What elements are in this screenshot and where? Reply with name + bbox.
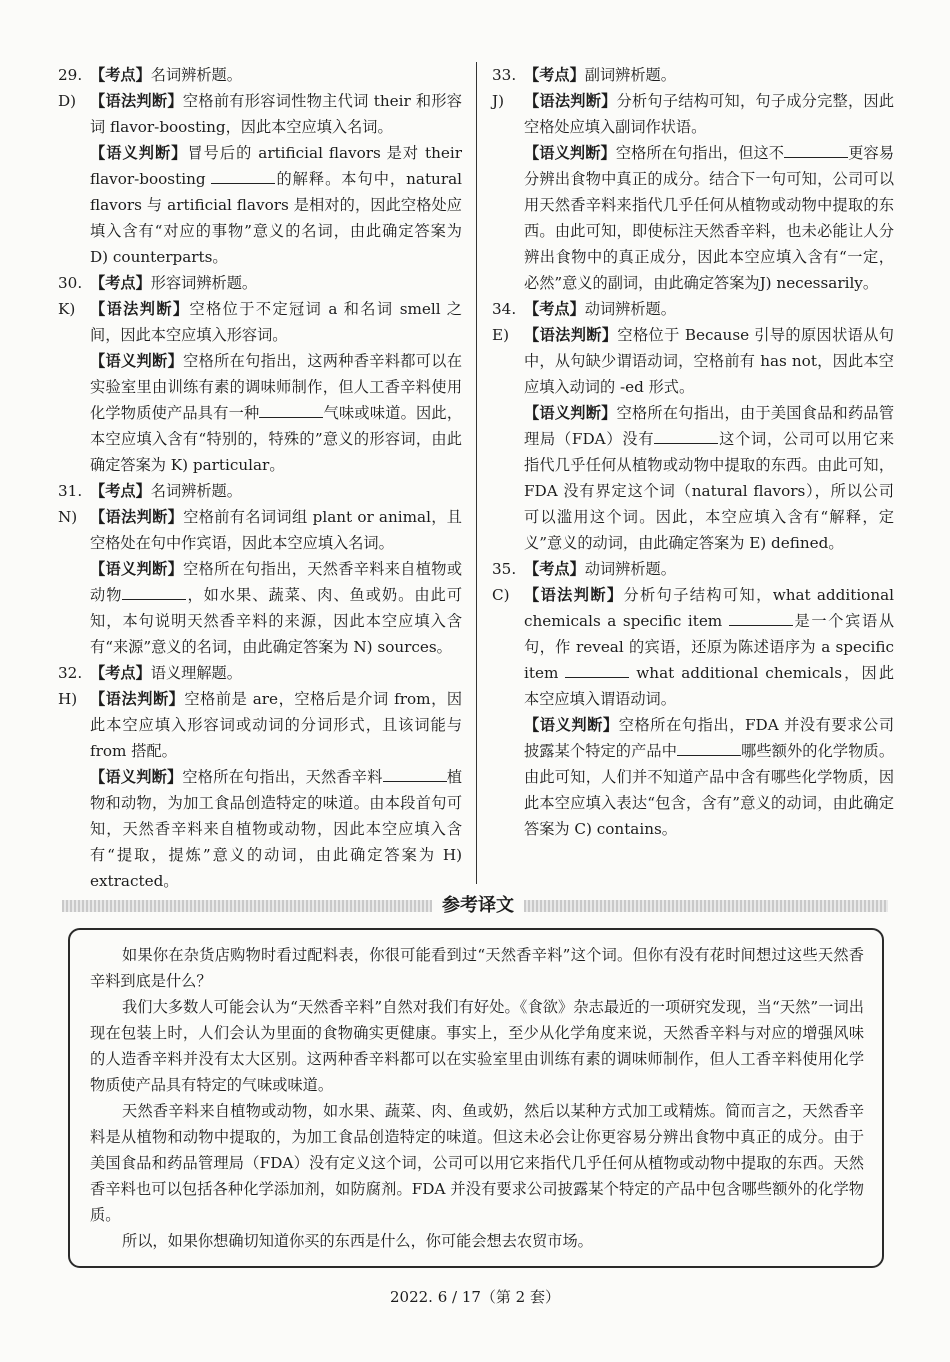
q35-blank-2	[565, 663, 629, 678]
q31-semantic-tag: 【语义判断】	[90, 560, 184, 578]
q34-topic	[492, 296, 894, 322]
q31-answer-letter: N)	[58, 508, 78, 526]
q35-topic	[492, 556, 894, 582]
q30-grammar-text: 空格位于不定冠词 a 和名词 smell 之间，因此本空应填入形容词。	[90, 300, 462, 344]
q33-number: 33.	[492, 66, 517, 84]
q35-answer-letter: C)	[492, 586, 510, 604]
q32-semantic-tag: 【语义判断】	[90, 768, 183, 786]
q31-topic	[58, 478, 462, 504]
q35-semantic	[492, 712, 894, 842]
q32-grammar-text: 空格前是 are，空格后是介词 from，因此本空应填入形容词或动词的分词形式，且该词能与 from 搭配。	[90, 690, 463, 760]
q33-answer-letter: J)	[492, 92, 505, 110]
q30-blank	[259, 403, 323, 418]
q35-blank-3	[677, 741, 741, 756]
q34-kp-text: 动词辨析题。	[584, 300, 676, 318]
q35-semantic-tag: 【语义判断】	[524, 716, 619, 734]
q29-grammar-tag: 【语法判断】	[90, 92, 183, 110]
q34-answer-letter: E)	[492, 326, 510, 344]
q34-semantic-pre: 空格所在句指出，由于美国食品和药品管理局（FDA）没有	[524, 404, 895, 448]
q35-grammar-tag: 【语法判断】	[524, 586, 624, 604]
q30-semantic-pre: 空格所在句指出，这两种香辛料都可以在实验室里由训练有素的调味师制作，但人工香辛料使用化学物质使产品具有一种	[90, 352, 463, 422]
q31-number: 31.	[58, 482, 83, 500]
header-bar-left	[62, 900, 432, 912]
q32-topic	[58, 660, 462, 686]
q34-grammar	[492, 322, 894, 400]
q32-semantic-post: 植物和动物，为加工食品创造特定的味道。由本段首句可知，天然香辛料来自植物或动物，因此本空应填入含有“提取，提炼”意义的动词，由此确定答案为 H) extracted。	[90, 768, 463, 890]
q29-number: 29.	[58, 66, 83, 84]
q29-kp-text: 名词辨析题。	[150, 66, 242, 84]
q30-kp-text: 形容词辨析题。	[150, 274, 258, 292]
q33-semantic-pre: 空格所在句指出，但这不	[615, 144, 785, 162]
q35-blank-1	[729, 611, 793, 626]
q31-grammar	[58, 504, 462, 556]
q34-grammar-text: 空格位于 Because 引导的原因状语从句中，从句缺少谓语动词，空格前有 has not，因此本空应填入动词的 -ed 形式。	[524, 326, 894, 396]
q32-grammar	[58, 686, 462, 764]
q33-grammar-text: 分析句子结构可知，句子成分完整，因此空格处应填入副词作状语。	[524, 92, 895, 136]
q31-kp-text: 名词辨析题。	[150, 482, 242, 500]
q32-kp-tag: 【考点】	[90, 664, 151, 682]
translation-box	[68, 928, 884, 1268]
column-divider	[476, 62, 477, 884]
q35-semantic-post: 哪些额外的化学物质。由此可知，人们并不知道产品中含有哪些化学物质，因此本空应填入表达“包含，含有”意义的动词，由此确定答案为 C) contains。	[524, 742, 895, 838]
q31-grammar-text: 空格前有名词词组 plant or animal，且空格处在句中作宾语，因此本空应填入名词。	[90, 508, 462, 552]
q35-kp-text: 动词辨析题。	[584, 560, 676, 578]
q30-answer-letter: K)	[58, 300, 76, 318]
translation-header	[62, 893, 888, 919]
translation-paragraph-2: 我们大多数人可能会认为“天然香辛料”自然对我们有好处。《食欲》杂志最近的一项研究发现，当“天然”一词出现在包装上时，人们会认为里面的食物确实更健康。事实上，至少从化学角度来说，天然香辛料与对应的增强风味的人造香辛料并没有太大区别。这两种香辛料都可以在实验室里由训练有素的调味师制作，但人工香辛料使用化学物质使产品具有特定的气味或味道。	[90, 998, 864, 1094]
q32-answer-letter: H)	[58, 690, 78, 708]
translation-paragraph-3: 天然香辛料来自植物或动物，如水果、蔬菜、肉、鱼或奶，然后以某种方式加工或精炼。简而言之，天然香辛料是从植物和动物中提取的，为加工食品创造特定的味道。但这未必会让你更容易分辨出食物中真正的成分。由于美国食品和药品管理局（FDA）没有定义这个词，公司可以用它来指代几乎任何从植物或动物中提取的东西。天然香辛料也可以包括各种化学添加剂，如防腐剂。FDA 并没有要求公司披露某个特定的产品中包含哪些额外的化学物质。	[90, 1102, 864, 1224]
q30-semantic	[58, 348, 462, 478]
q31-semantic-pre: 空格所在句指出，天然香辛料来自植物或动物	[90, 560, 463, 604]
q29-semantic-post: 的解释。本句中，natural flavors 与 artificial flavors 是相对的，因此空格处应填入含有“对应的事物”意义的名词，由此确定答案为 D) counterparts。	[90, 170, 462, 266]
q35-grammar-post: what additional chemicals，因此本空应填入谓语动词。	[524, 664, 895, 708]
q32-number: 32.	[58, 664, 83, 682]
header-bar-right	[524, 900, 888, 912]
q29-kp-tag: 【考点】	[90, 66, 151, 84]
q34-number: 34.	[492, 300, 517, 318]
q29-grammar-text: 空格前有形容词性物主代词 their 和形容词 flavor-boosting，因此本空应填入名词。	[90, 92, 462, 136]
q30-grammar-tag: 【语法判断】	[90, 300, 190, 318]
q32-semantic-pre: 空格所在句指出，天然香辛料	[182, 768, 383, 786]
left-column	[58, 62, 462, 894]
q31-semantic-post: ，如水果、蔬菜、肉、鱼或奶。由此可知，本句说明天然香辛料的来源，因此本空应填入含有“来源”意义的名词，由此确定答案为 N) sources。	[90, 586, 463, 656]
q31-blank	[122, 585, 186, 600]
q29-grammar	[58, 88, 462, 140]
q29-blank	[211, 169, 275, 184]
q29-semantic-pre: 冒号后的 artificial flavors 是对 their flavor-boosting	[90, 144, 463, 188]
q32-kp-text: 语义理解题。	[150, 664, 242, 682]
translation-paragraph-1: 如果你在杂货店购物时看过配料表，你很可能看到过“天然香辛料”这个词。但你有没有花时间想过这些天然香辛料到底是什么？	[90, 946, 864, 990]
q30-topic	[58, 270, 462, 296]
q30-number: 30.	[58, 274, 83, 292]
q33-semantic-post: 更容易分辨出食物中真正的成分。结合下一句可知，公司可以用天然香辛料来指代几乎任何从植物或动物中提取的东西。由此可知，即使标注天然香辛料，也未必能让人分辨出食物中的真正成分，因此本空应填入含有“一定，必然”意义的副词，由此确定答案为J) necessarily。	[524, 144, 895, 292]
q30-semantic-post: 气味或味道。因此，本空应填入含有“特别的，特殊的”意义的形容词，由此确定答案为 K) particular。	[90, 404, 463, 474]
q34-semantic	[492, 400, 894, 556]
right-column	[492, 62, 894, 842]
q33-semantic	[492, 140, 894, 296]
q35-number: 35.	[492, 560, 517, 578]
q34-semantic-tag: 【语义判断】	[524, 404, 617, 422]
translation-title: 参考译文	[442, 895, 514, 916]
q35-grammar-pre: 分析句子结构可知，what additional chemicals a specific item	[524, 586, 895, 630]
q34-grammar-tag: 【语法判断】	[524, 326, 618, 344]
q29-topic	[58, 62, 462, 88]
q33-topic	[492, 62, 894, 88]
q33-kp-text: 副词辨析题。	[584, 66, 676, 84]
q30-kp-tag: 【考点】	[90, 274, 151, 292]
translation-paragraph-4: 所以，如果你想确切知道你买的东西是什么，你可能会想去农贸市场。	[122, 1232, 593, 1250]
q30-semantic-tag: 【语义判断】	[90, 352, 184, 370]
q33-grammar	[492, 88, 894, 140]
page-footer: 2022. 6 / 17（第 2 套）	[389, 1288, 560, 1306]
q33-semantic-tag: 【语义判断】	[524, 144, 616, 162]
q33-blank	[784, 143, 848, 158]
q35-kp-tag: 【考点】	[524, 560, 585, 578]
q35-grammar-mid: 是一个宾语从句，作 reveal 的宾语，还原为陈述语序为 a specific item	[524, 612, 895, 682]
q35-semantic-pre: 空格所在句指出，FDA 并没有要求公司披露某个特定的产品中	[524, 716, 895, 760]
q29-semantic-tag: 【语义判断】	[90, 144, 188, 162]
q31-grammar-tag: 【语法判断】	[90, 508, 184, 526]
q34-semantic-post: 这个词，公司可以用它来指代几乎任何从植物或动物中提取的东西。由此可知，FDA 没有界定这个词（natural flavors），所以公司可以滥用这个词。因此，本空应填入含有“解释，定义”意义的动词，由此确定答案为 E) defined。	[524, 430, 895, 552]
q29-semantic	[58, 140, 462, 270]
q34-blank	[654, 429, 718, 444]
q31-kp-tag: 【考点】	[90, 482, 151, 500]
q29-answer-letter: D)	[58, 92, 77, 110]
q32-grammar-tag: 【语法判断】	[90, 690, 185, 708]
q30-grammar	[58, 296, 462, 348]
q33-kp-tag: 【考点】	[524, 66, 585, 84]
q32-semantic	[58, 764, 462, 894]
q31-semantic	[58, 556, 462, 660]
q33-grammar-tag: 【语法判断】	[524, 92, 617, 110]
q35-grammar	[492, 582, 894, 712]
q34-kp-tag: 【考点】	[524, 300, 585, 318]
q32-blank	[383, 767, 447, 782]
